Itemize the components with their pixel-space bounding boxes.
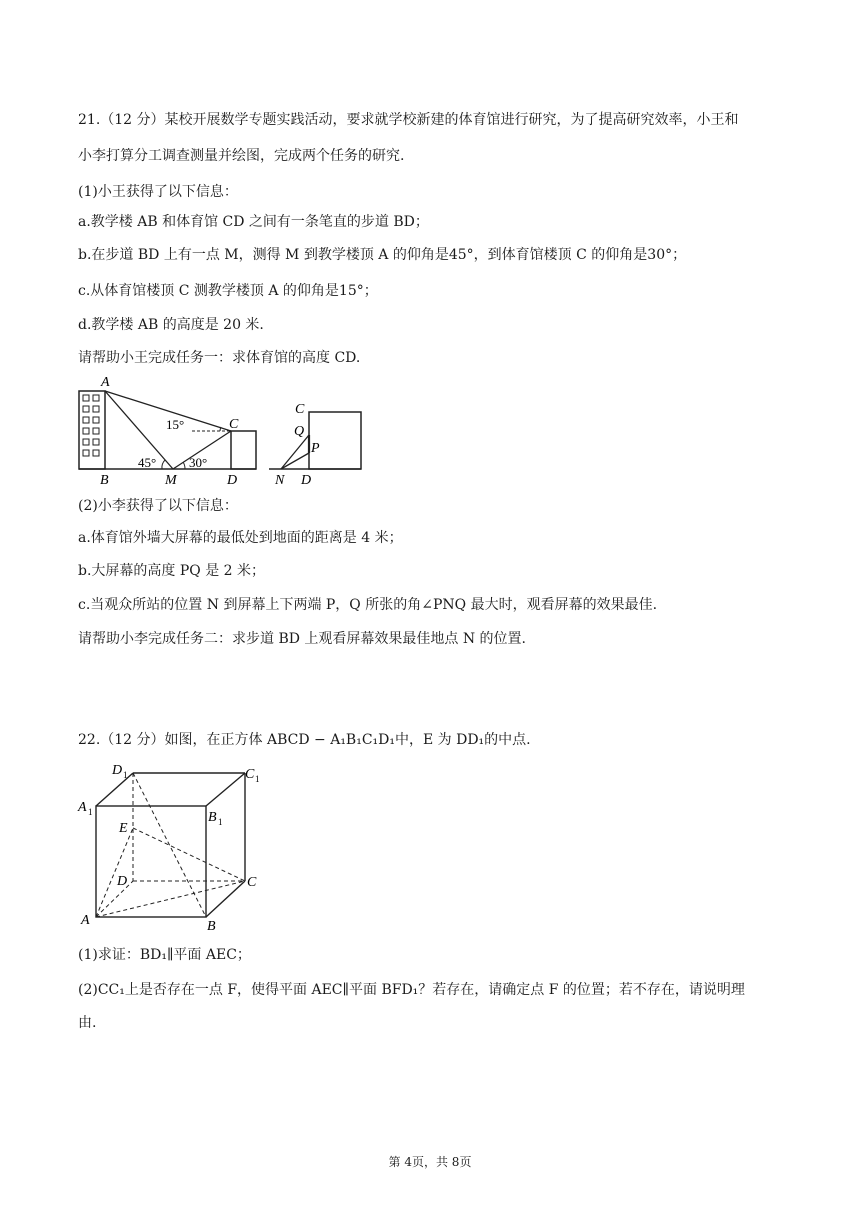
cube-sub-D1: 1 bbox=[123, 770, 128, 780]
q21-info2-b: b.大屏幕的高度 PQ 是 2 米； bbox=[78, 563, 266, 579]
q22-part1: (1)求证：BD₁∥平面 AEC； bbox=[78, 947, 251, 963]
fig2-label-Q: Q bbox=[294, 424, 305, 439]
q22-cube-figure bbox=[75, 758, 275, 938]
cube-label-D: D bbox=[117, 874, 128, 889]
fig2-label-P: P bbox=[311, 441, 320, 456]
q21-part1-heading: (1)小王获得了以下信息： bbox=[78, 184, 238, 200]
cube-sub-B1: 1 bbox=[218, 817, 223, 827]
cube-label-E: E bbox=[119, 821, 128, 836]
fig1-label-M: M bbox=[165, 473, 177, 488]
q21-info-b: b.在步道 BD 上有一点 M，测得 M 到教学楼顶 A 的仰角是45°，到体育馆楼顶 C 的仰角是30°； bbox=[78, 247, 687, 263]
cube-sub-A1: 1 bbox=[88, 807, 93, 817]
q21-info-a: a.教学楼 AB 和体育馆 CD 之间有一条笔直的步道 BD； bbox=[78, 214, 429, 230]
q22-part2-line1: (2)CC₁上是否存在一点 F，使得平面 AEC∥平面 BFD₁？若存在，请确定点 F 的位置；若不存在，请说明理 bbox=[78, 982, 745, 998]
q21-task1: 请帮助小王完成任务一：求体育馆的高度 CD. bbox=[78, 350, 361, 366]
cube-label-C1: C bbox=[245, 767, 255, 782]
fig1-angle-30: 30° bbox=[189, 455, 208, 470]
q21-line1: 21.（12 分）某校开展数学专题实践活动，要求就学校新建的体育馆进行研究，为了提高研究效率，小王和 bbox=[78, 112, 739, 128]
fig2-label-N: N bbox=[275, 473, 285, 488]
q21-info2-a: a.体育馆外墙大屏幕的最低处到地面的距离是 4 米； bbox=[78, 530, 403, 546]
cube-label-A: A bbox=[81, 913, 90, 928]
page-footer: 第 4页，共 8页 bbox=[388, 1155, 472, 1169]
q22-part2-line2: 由. bbox=[78, 1015, 97, 1031]
q22-line1: 22.（12 分）如图，在正方体 ABCD − A₁B₁C₁D₁中，E 为 DD₁的中点. bbox=[78, 732, 531, 748]
cube-label-B1: B bbox=[208, 810, 217, 825]
fig2-label-D: D bbox=[301, 473, 312, 488]
q21-figure bbox=[70, 372, 380, 490]
q21-info-c: c.从体育馆楼顶 C 测教学楼顶 A 的仰角是15°； bbox=[78, 283, 378, 299]
fig2-label-C: C bbox=[295, 402, 305, 417]
cube-label-A1: A bbox=[78, 800, 87, 815]
fig1-label-A: A bbox=[101, 375, 110, 390]
cube-label-D1: D bbox=[112, 763, 123, 778]
fig1-label-C: C bbox=[229, 417, 239, 432]
q21-part2-heading: (2)小李获得了以下信息： bbox=[78, 498, 238, 514]
fig1-label-B: B bbox=[100, 473, 109, 488]
cube-label-C: C bbox=[247, 875, 257, 890]
cube-sub-C1: 1 bbox=[255, 774, 260, 784]
q21-info2-c: c.当观众所站的位置 N 到屏幕上下两端 P，Q 所张的角∠PNQ 最大时，观看屏幕的效果最佳. bbox=[78, 597, 658, 613]
q21-task2: 请帮助小李完成任务二：求步道 BD 上观看屏幕效果最佳地点 N 的位置. bbox=[78, 631, 527, 647]
q21-info-d: d.教学楼 AB 的高度是 20 米. bbox=[78, 317, 264, 333]
cube-label-B: B bbox=[207, 919, 216, 934]
fig1-angle-15: 15° bbox=[166, 417, 185, 432]
fig1-label-D: D bbox=[227, 473, 238, 488]
q21-line2: 小李打算分工调查测量并绘图，完成两个任务的研究. bbox=[78, 148, 405, 164]
fig1-angle-45: 45° bbox=[138, 455, 157, 470]
